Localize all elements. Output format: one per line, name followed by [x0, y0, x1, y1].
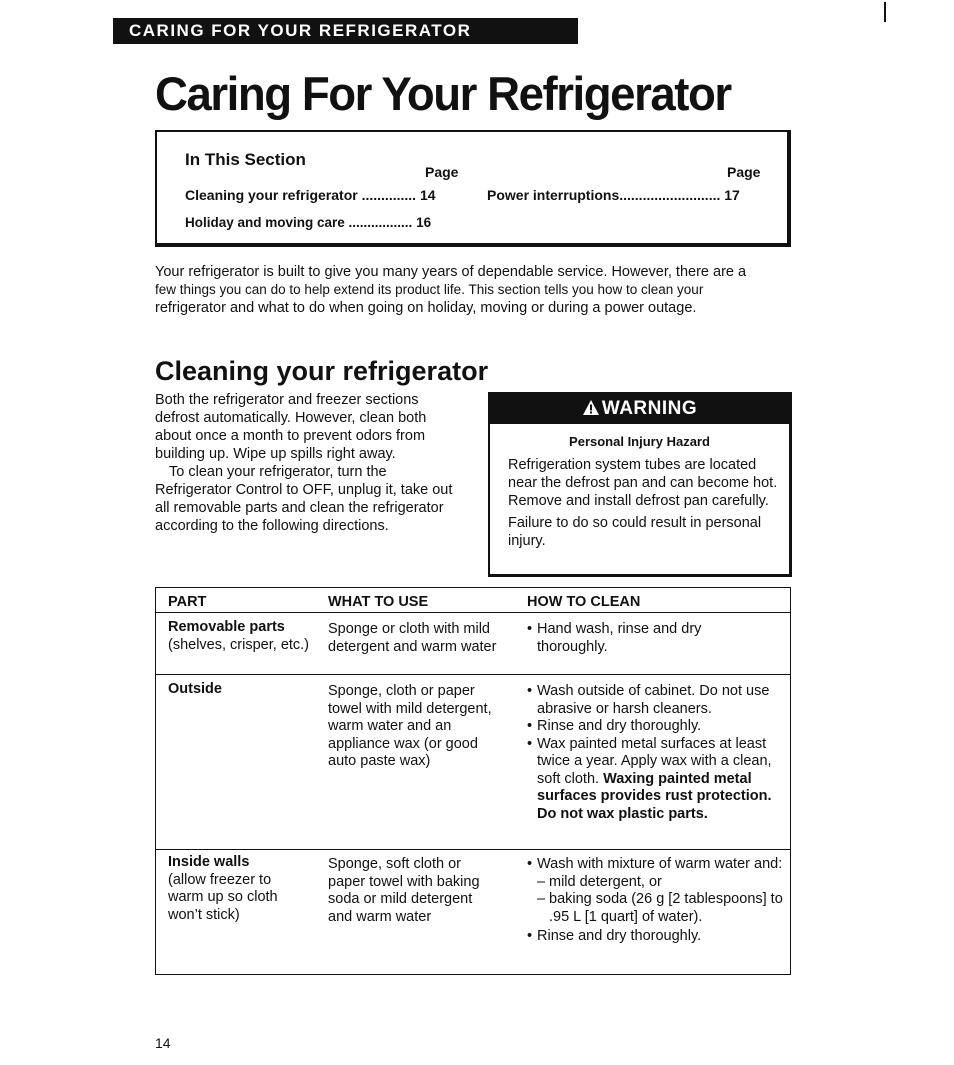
table-header-use: WHAT TO USE: [328, 594, 429, 610]
intro-paragraph: [155, 263, 795, 317]
how-bullet: • Wash with mixture of warm water and:: [527, 856, 783, 874]
cleaning-para-2: To clean your refrigerator, turn the Refrigerator Control to OFF, unplug it, take out all removable parts and clean the refrigerator according to the following directions.: [155, 464, 453, 534]
page-edge-mark: [884, 2, 886, 22]
table-row-removable-how: [527, 621, 767, 656]
warning-box: [488, 392, 792, 577]
how-bullet: • Rinse and dry thoroughly.: [527, 928, 783, 946]
table-row-inside-how: [527, 856, 783, 946]
toc-item-label: Cleaning your refrigerator ..............: [185, 187, 417, 203]
table-row-inside-part: [168, 854, 308, 924]
how-bullet: [527, 736, 783, 824]
page-number: 14: [155, 1035, 171, 1051]
toc-page-label-right: Page: [727, 164, 761, 180]
how-dash-item: – baking soda (26 g [2 tablespoons] to .95 L [1 quart] of water).: [527, 891, 783, 926]
intro-line: Your refrigerator is built to give you many years of dependable service. However, there are a: [155, 264, 747, 280]
table-row-rule: [156, 674, 790, 675]
intro-line: few things you can do to help extend its product life. This section tells you how to clean your: [155, 282, 704, 297]
intro-line: refrigerator and what to do when going on holiday, moving or during a power outage.: [155, 300, 697, 316]
part-name: Removable parts: [168, 619, 285, 635]
toc-item-label: Holiday and moving care .................: [185, 215, 413, 230]
warning-header: [490, 394, 789, 424]
use-text: Sponge or cloth with mild detergent and warm water: [328, 621, 497, 655]
table-header-part: PART: [168, 594, 207, 610]
table-row-outside-part: [168, 681, 313, 699]
toc-item-label: Power interruptions..........................: [487, 187, 721, 203]
toc-item-holiday[interactable]: [185, 215, 431, 230]
how-bold-text: Waxing painted metal surfaces provides rust protection. Do not wax plastic parts.: [537, 770, 772, 822]
warning-body: [508, 456, 786, 554]
use-text: Sponge, cloth or paper towel with mild detergent, warm water and an appliance wax (or good auto paste wax): [328, 683, 492, 769]
toc-item-page: 14: [419, 187, 436, 203]
table-header-rule: [156, 612, 790, 613]
warning-text-1: Refrigeration system tubes are located near the defrost pan and can become hot. Remove and install defrost pan carefully.: [508, 457, 778, 509]
table-row-rule: [156, 849, 790, 850]
toc-item-cleaning[interactable]: [185, 187, 436, 203]
cleaning-intro: [155, 391, 455, 535]
table-row-outside-use: [328, 683, 508, 771]
part-note: (shelves, crisper, etc.): [168, 636, 310, 653]
table-row-inside-use: [328, 856, 498, 926]
part-note: (allow freezer to warm up so cloth won’t stick): [168, 871, 278, 923]
toc-box: [155, 130, 791, 247]
toc-page-label-left: Page: [425, 164, 459, 180]
cleaning-table: [155, 587, 791, 975]
part-name: Inside walls: [168, 854, 250, 870]
how-bullet: • Rinse and dry thoroughly.: [527, 718, 783, 736]
table-header-how: HOW TO CLEAN: [527, 594, 641, 610]
how-bullet: • Wash outside of cabinet. Do not use abrasive or harsh cleaners.: [527, 683, 783, 718]
part-name: Outside: [168, 681, 222, 697]
toc-item-page: 16: [416, 215, 432, 230]
warning-triangle-icon: [582, 396, 600, 426]
table-row-removable-part: [168, 619, 313, 654]
warning-label: WARNING: [601, 398, 698, 419]
toc-item-power[interactable]: [487, 187, 740, 203]
warning-text-2: Failure to do so could result in personal injury.: [508, 515, 762, 549]
page-title: Caring For Your Refrigerator: [155, 67, 731, 120]
use-text: Sponge, soft cloth or paper towel with baking soda or mild detergent and warm water: [328, 856, 480, 925]
toc-heading: In This Section: [185, 150, 306, 169]
table-row-removable-use: [328, 621, 508, 656]
how-bullet: • Hand wash, rinse and dry thoroughly.: [527, 621, 767, 656]
how-text: Wax painted metal surfaces at least twice a year. Apply wax with a clean, soft cloth.: [537, 735, 772, 787]
cleaning-para-1: Both the refrigerator and freezer sections defrost automatically. However, clean both about once a month to prevent odors from building up. Wipe up spills right away.: [155, 392, 427, 462]
toc-item-page: 17: [724, 187, 740, 203]
section-banner: CARING FOR YOUR REFRIGERATOR: [113, 18, 578, 44]
warning-subtitle: Personal Injury Hazard: [569, 434, 710, 449]
how-dash-item: – mild detergent, or: [527, 874, 783, 892]
table-row-outside-how: [527, 683, 783, 823]
cleaning-heading: Cleaning your refrigerator: [155, 356, 489, 386]
